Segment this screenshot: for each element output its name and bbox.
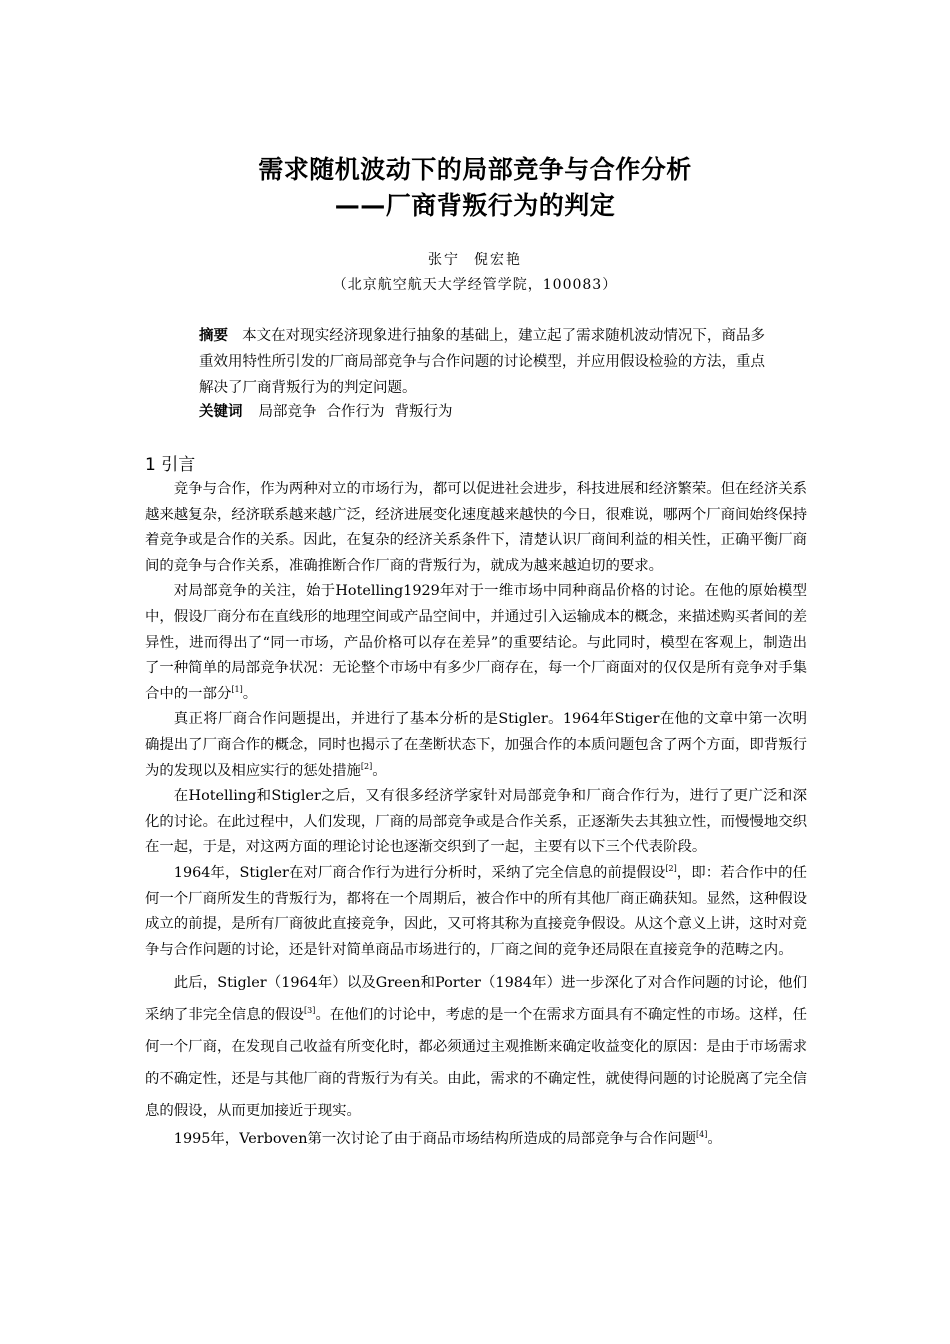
paragraph-text: 对局部竞争的关注，始于Hotelling1929年对于一维市场中同种商品价格的讨论。在他的原始模型中，假设厂商分布在直线形的地理空间或产品空间中，并通过引入运输成本的概念，来描述购买者间的差异性，进而得出了“同一市场，产品价格可以存在差异”的重要结论。与此同时，模型在客观上，制造出了一种简单的局部竞争状况：无论整个市场中有多少厂商存在，每一个厂商面对的仅仅是所有竞争对手集合中的一部分: [145, 583, 807, 702]
paragraph-text: 在Hotelling和Stigler之后，又有很多经济学家针对局部竞争和厂商合作行为，进行了更广泛和深化的讨论。在此过程中，人们发现，厂商的局部竞争或是合作关系，正逐渐失去其独立性，而慢慢地交织在一起，于是，对这两方面的理论讨论也逐渐交织到了一起，主要有以下三个代表阶段。: [145, 788, 807, 856]
citation-ref: [1]: [231, 684, 243, 694]
section-heading: 1 引言: [145, 455, 196, 475]
abstract-label: 摘要: [199, 328, 229, 344]
paper-title: 需求随机波动下的局部竞争与合作分析: [258, 155, 692, 184]
paragraph: [145, 1127, 807, 1153]
paragraph-tail: 。: [242, 685, 258, 702]
paragraph-text: 1995年，Verboven第一次讨论了由于商品市场结构所造成的局部竞争与合作问题: [173, 1131, 697, 1148]
paragraph: [145, 784, 807, 861]
author-name: 张宁: [428, 252, 460, 268]
body-text: [145, 477, 807, 1153]
citation-ref: [2]: [360, 761, 373, 771]
paragraph-tail: 。: [372, 762, 387, 779]
keywords: [199, 401, 765, 423]
paragraph: [145, 861, 807, 963]
paragraph-text: 1964年，Stigler在对厂商合作行为进行分析时，采纳了完全信息的前提假设: [173, 864, 666, 881]
paragraph: [145, 579, 807, 707]
citation-ref: [3]: [304, 1006, 316, 1016]
keyword: 背叛行为: [394, 404, 453, 420]
paragraph-tail: 。在他们的讨论中，考虑的是一个在需求方面具有不确定性的市场。这样，任何一个厂商，在发现自己收益有所变化时，都必须通过主观推断来确定收益变化的原因：是由于市场需求的不确定性，还是与其他厂商的背叛行为有关。由此，需求的不确定性，就使得问题的讨论脱离了完全信息的假设，从而更加接近于现实。: [145, 1007, 807, 1120]
paragraph-tail: 。: [707, 1131, 722, 1148]
keyword: 合作行为: [326, 404, 385, 420]
paper-subtitle: ——厂商背叛行为的判定: [334, 191, 616, 220]
paragraph: [145, 707, 807, 784]
paragraph-text: 真正将厂商合作问题提出，并进行了基本分析的是Stigler。1964年Stiger在他的文章中第一次明确提出了厂商合作的概念，同时也揭示了在垄断状态下，加强合作的本质问题包含了两个方面，即背叛行为的发现以及相应实行的惩处措施: [145, 711, 807, 779]
affiliation: （北京航空航天大学经管学院，100083）: [332, 277, 618, 293]
paragraph: [145, 477, 807, 579]
paragraph: [145, 967, 807, 1127]
paragraph-tail: ，即：若合作中的任何一个厂商所发生的背叛行为，都将在一个周期后，被合作中的所有其他厂商正确获知。显然，这种假设成立的前提，是所有厂商彼此直接竞争，因此，又可将其称为直接竞争假设。从这个意义上讲，这时对竞争与合作问题的讨论，还是针对简单商品市场进行的，厂商之间的竞争还局限在直接竞争的范畴之内。: [145, 864, 807, 958]
citation-ref: [2]: [665, 864, 677, 874]
abstract-text: 本文在对现实经济现象进行抽象的基础上，建立起了需求随机波动情况下，商品多重效用特性所引发的厂商局部竞争与合作问题的讨论模型，并应用假设检验的方法，重点解决了厂商背叛行为的判定问题。: [199, 328, 766, 396]
keyword: 局部竞争: [258, 404, 317, 420]
abstract: [199, 323, 765, 401]
paragraph-text: 竞争与合作，作为两种对立的市场行为，都可以促进社会进步，科技进展和经济繁荣。但在经济关系越来越复杂，经济联系越来越广泛，经济进展变化速度越来越快的今日，很难说，哪两个厂商间始终保持着竞争或是合作的关系。因此，在复杂的经济关系条件下，清楚认识厂商间利益的相关性，正确平衡厂商间的竞争与合作关系，准确推断合作厂商的背叛行为，就成为越来越迫切的要求。: [145, 481, 807, 574]
author-list: [0, 249, 950, 269]
keywords-label: 关键词: [199, 404, 243, 420]
paragraph-text: 此后，Stigler（1964年）以及Green和Porter（1984年）进一步深化了对合作问题的讨论，他们采纳了非完全信息的假设: [145, 975, 807, 1024]
author-name: 倪宏艳: [474, 252, 522, 268]
citation-ref: [4]: [696, 1130, 708, 1140]
